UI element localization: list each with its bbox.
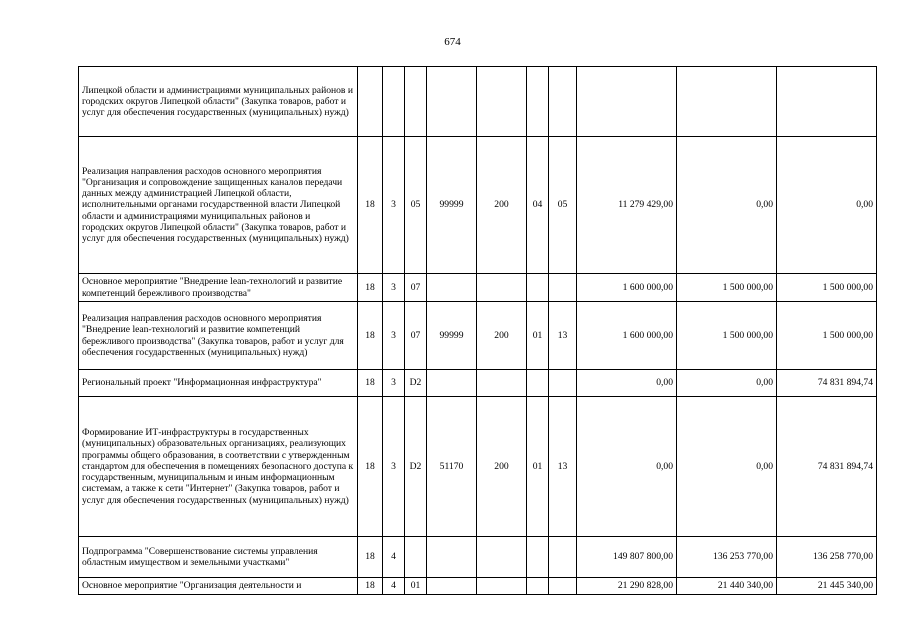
row-description: Подпрограмма "Совершенствование системы управления областным имуществом и земельными участками" bbox=[79, 537, 358, 578]
code-om: D2 bbox=[405, 397, 427, 537]
code-direction: 99999 bbox=[427, 137, 477, 274]
code-direction bbox=[427, 370, 477, 397]
amount-year-2: 21 440 340,00 bbox=[677, 578, 777, 595]
table-row bbox=[79, 578, 877, 595]
amount-year-3: 136 258 770,00 bbox=[777, 537, 877, 578]
row-description: Реализация направления расходов основного мероприятия "Внедрение lean-технологий и развитие компетенций бережливого производства" (Закупка товаров, работ и услуг для обеспечения государственных (муниципальных) нужд) bbox=[79, 302, 358, 370]
amount-year-1: 21 290 828,00 bbox=[577, 578, 677, 595]
amount-year-2: 1 500 000,00 bbox=[677, 274, 777, 302]
code-pp: 3 bbox=[383, 137, 405, 274]
code-vr: 200 bbox=[477, 302, 527, 370]
code-om bbox=[405, 537, 427, 578]
code-om: 07 bbox=[405, 302, 427, 370]
code-direction bbox=[427, 274, 477, 302]
row-description: Основное мероприятие "Внедрение lean-технологий и развитие компетенций бережливого производства" bbox=[79, 274, 358, 302]
code-pp bbox=[383, 67, 405, 137]
code-gr: 18 bbox=[358, 537, 383, 578]
code-rz bbox=[527, 578, 549, 595]
amount-year-3: 1 500 000,00 bbox=[777, 302, 877, 370]
table-row bbox=[79, 537, 877, 578]
amount-year-1: 0,00 bbox=[577, 370, 677, 397]
code-vr bbox=[477, 370, 527, 397]
code-pp: 3 bbox=[383, 302, 405, 370]
amount-year-3: 74 831 894,74 bbox=[777, 397, 877, 537]
table-row bbox=[79, 67, 877, 137]
code-pp: 3 bbox=[383, 370, 405, 397]
code-om: 01 bbox=[405, 578, 427, 595]
code-pp: 3 bbox=[383, 397, 405, 537]
code-om: D2 bbox=[405, 370, 427, 397]
code-om: 07 bbox=[405, 274, 427, 302]
amount-year-1: 11 279 429,00 bbox=[577, 137, 677, 274]
row-description: Основное мероприятие "Организация деятельности и bbox=[79, 578, 358, 595]
code-rz bbox=[527, 537, 549, 578]
amount-year-3 bbox=[777, 67, 877, 137]
code-gr: 18 bbox=[358, 397, 383, 537]
code-pr: 13 bbox=[549, 302, 577, 370]
code-rz: 04 bbox=[527, 137, 549, 274]
row-description: Формирование ИТ-инфраструктуры в государственных (муниципальных) образовательных организациях, реализующих программы общего образования, в соответствии с утвержденным стандартом для обеспечения в помещениях безопасного доступа к государственным, муниципальным и иным информационным системам, а также к сети "Интернет" (Закупка товаров, работ и услуг для обеспечения государственных (муниципальных) нужд) bbox=[79, 397, 358, 537]
code-rz bbox=[527, 67, 549, 137]
amount-year-1 bbox=[577, 67, 677, 137]
amount-year-2: 1 500 000,00 bbox=[677, 302, 777, 370]
code-pr: 13 bbox=[549, 397, 577, 537]
code-gr: 18 bbox=[358, 370, 383, 397]
amount-year-1: 149 807 800,00 bbox=[577, 537, 677, 578]
code-pr bbox=[549, 274, 577, 302]
table-row bbox=[79, 274, 877, 302]
code-gr: 18 bbox=[358, 274, 383, 302]
amount-year-2 bbox=[677, 67, 777, 137]
code-pp: 4 bbox=[383, 537, 405, 578]
amount-year-1: 1 600 000,00 bbox=[577, 302, 677, 370]
table-row bbox=[79, 370, 877, 397]
code-pr: 05 bbox=[549, 137, 577, 274]
code-direction bbox=[427, 537, 477, 578]
code-pr bbox=[549, 537, 577, 578]
code-pp: 3 bbox=[383, 274, 405, 302]
amount-year-3: 1 500 000,00 bbox=[777, 274, 877, 302]
code-direction: 99999 bbox=[427, 302, 477, 370]
code-vr bbox=[477, 578, 527, 595]
code-vr bbox=[477, 274, 527, 302]
code-vr: 200 bbox=[477, 397, 527, 537]
code-rz: 01 bbox=[527, 302, 549, 370]
code-pr bbox=[549, 67, 577, 137]
amount-year-3: 21 445 340,00 bbox=[777, 578, 877, 595]
code-pp: 4 bbox=[383, 578, 405, 595]
code-pr bbox=[549, 370, 577, 397]
code-gr: 18 bbox=[358, 302, 383, 370]
code-gr: 18 bbox=[358, 137, 383, 274]
code-rz: 01 bbox=[527, 397, 549, 537]
row-description: Липецкой области и администрациями муниципальных районов и городских округов Липецкой области" (Закупка товаров, работ и услуг для обеспечения государственных (муниципальных) нужд) bbox=[79, 67, 358, 137]
code-om bbox=[405, 67, 427, 137]
code-vr bbox=[477, 537, 527, 578]
amount-year-3: 74 831 894,74 bbox=[777, 370, 877, 397]
table-row bbox=[79, 397, 877, 537]
row-description: Региональный проект "Информационная инфраструктура" bbox=[79, 370, 358, 397]
code-direction: 51170 bbox=[427, 397, 477, 537]
code-direction bbox=[427, 67, 477, 137]
amount-year-1: 0,00 bbox=[577, 397, 677, 537]
table-row bbox=[79, 137, 877, 274]
budget-table bbox=[78, 66, 877, 595]
code-om: 05 bbox=[405, 137, 427, 274]
code-vr bbox=[477, 67, 527, 137]
code-direction bbox=[427, 578, 477, 595]
code-gr: 18 bbox=[358, 578, 383, 595]
row-description: Реализация направления расходов основного мероприятия "Организация и сопровождение защищенных каналов передачи данных между администрацией Липецкой области, исполнительными органами государственной власти Липецкой области и администрациями муниципальных районов и городских округов Липецкой области" (Закупка товаров, работ и услуг для обеспечения государственных (муниципальных) нужд) bbox=[79, 137, 358, 274]
amount-year-2: 136 253 770,00 bbox=[677, 537, 777, 578]
code-rz bbox=[527, 370, 549, 397]
table-row bbox=[79, 302, 877, 370]
amount-year-2: 0,00 bbox=[677, 397, 777, 537]
code-rz bbox=[527, 274, 549, 302]
amount-year-2: 0,00 bbox=[677, 137, 777, 274]
code-vr: 200 bbox=[477, 137, 527, 274]
page-number: 674 bbox=[444, 36, 461, 48]
amount-year-2: 0,00 bbox=[677, 370, 777, 397]
amount-year-1: 1 600 000,00 bbox=[577, 274, 677, 302]
amount-year-3: 0,00 bbox=[777, 137, 877, 274]
code-pr bbox=[549, 578, 577, 595]
code-gr bbox=[358, 67, 383, 137]
